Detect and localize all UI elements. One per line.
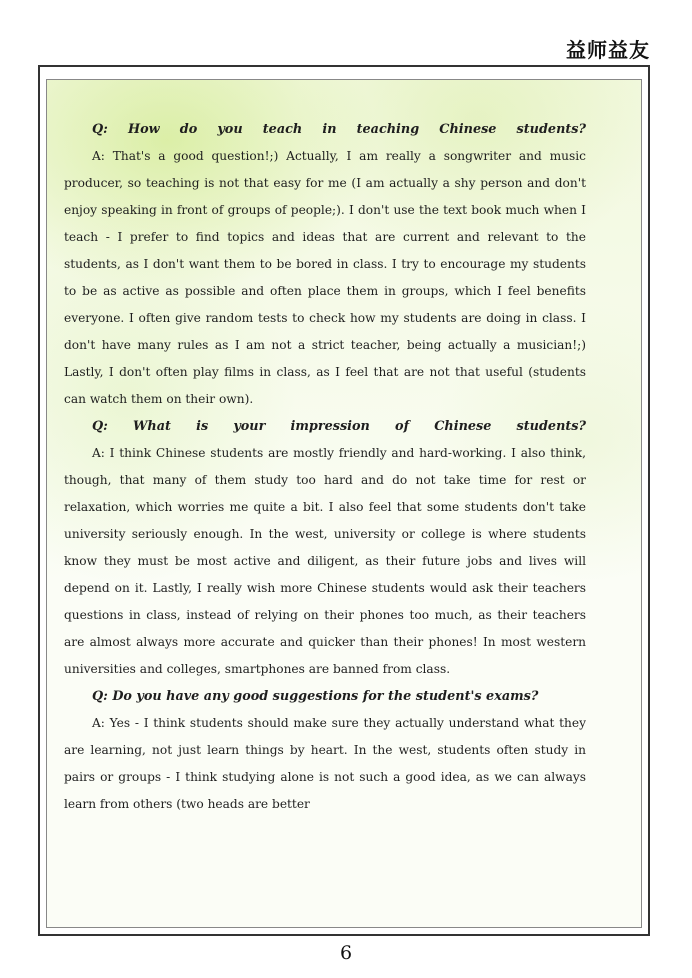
page-number: 6 [339, 942, 353, 964]
answer-2: A: I think Chinese students are mostly friendly and hard-working. I also think, though, that many of them study too hard and do not take time for rest or relaxation, which worries me quite a bit. I also feel that some students don't take university seriously enough. In the west, university or college is where students know they must be most active and diligent, as their future jobs and lives will depend on it. Lastly, I really wish more Chinese students would ask their teachers questions in class, instead of relying on their phones too much, as their teachers are almost always more accurate and quicker than their phones! In most western universities and colleges, smartphones are banned from class. [64, 446, 586, 676]
article-body [64, 116, 586, 818]
question-2: Q: What is your impression of Chinese students? [92, 419, 586, 434]
header-title: 益师益友 [566, 38, 650, 62]
question-3: Q: Do you have any good suggestions for the student's exams? [92, 689, 539, 704]
answer-3: A: Yes - I think students should make sure they actually understand what they are learning, not just learn things by heart. In the west, students often study in pairs or groups - I think studying alone is not such a good idea, as we can always learn from others (two heads are better [64, 716, 586, 811]
answer-1: A: That's a good question!;) Actually, I am really a songwriter and music producer, so teaching is not that easy for me (I am actually a shy person and don't enjoy speaking in front of groups of people;). I don't use the text book much when I teach - I prefer to find topics and ideas that are current and relevant to the students, as I don't want them to be bored in class. I try to encourage my students to be as active as possible and often place them in groups, which I feel benefits everyone. I often give random tests to check how my students are doing in class. I don't have many rules as I am not a strict teacher, being actually a musician!;) Lastly, I don't often play films in class, as I feel that are not that useful (students can watch them on their own). [64, 149, 586, 406]
question-1: Q: How do you teach in teaching Chinese students? [92, 122, 586, 137]
